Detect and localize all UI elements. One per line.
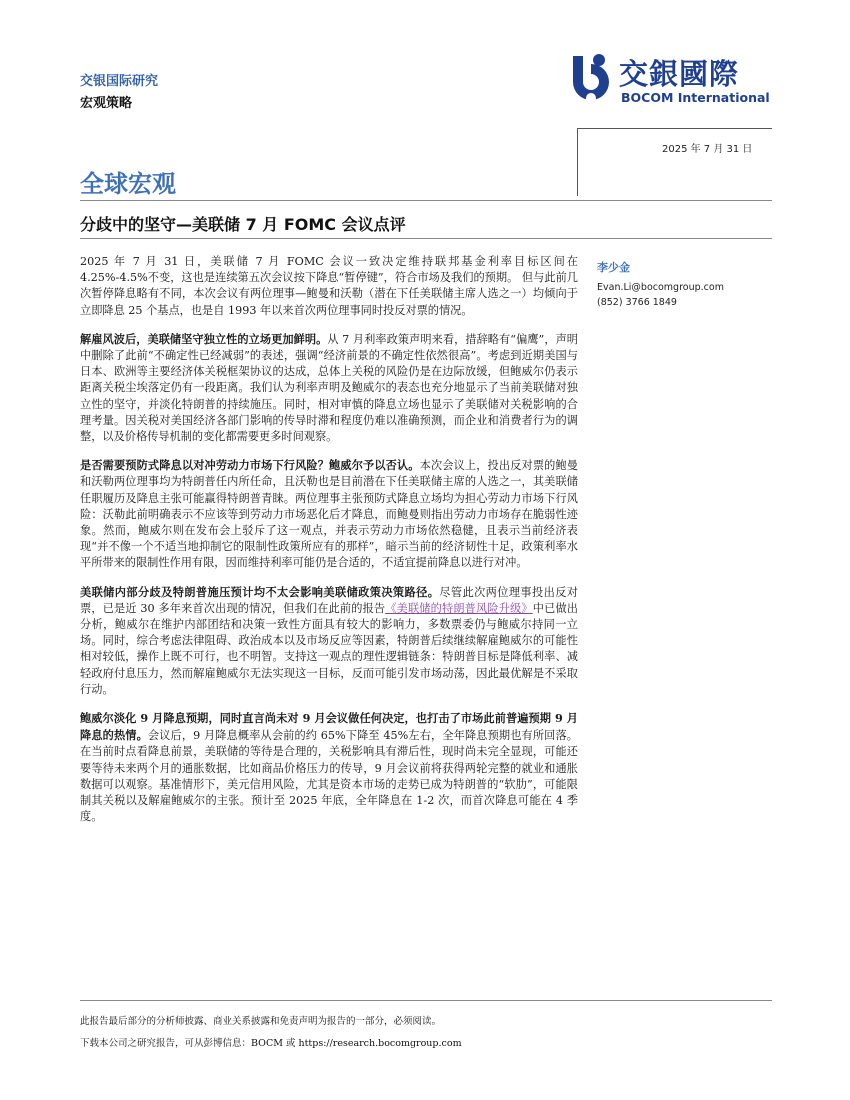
report-category: 全球宏观 bbox=[80, 170, 176, 198]
report-date: 2025 年 7 月 31 日 bbox=[662, 144, 753, 155]
paragraph-september-outlook bbox=[80, 710, 578, 825]
report-link[interactable]: 《美联储的特朗普风险升级》 bbox=[385, 601, 533, 615]
paragraph-lead: 是否需要预防式降息以对冲劳动力市场下行风险？鲍威尔予以否认。 bbox=[80, 458, 420, 473]
analyst-email[interactable]: Evan.Li@bocomgroup.com bbox=[597, 282, 724, 293]
paragraph-lead: 解雇风波后，美联储坚守独立性的立场更加鲜明。 bbox=[80, 331, 328, 346]
footer-download: 下载本公司之研究报告，可从彭博信息：BOCM 或 https://research.bocomgroup.com bbox=[80, 1038, 462, 1049]
paragraph-intro: 2025 年 7 月 31 日，美联储 7 月 FOMC 会议一致决定维持联邦基金利率目标区间在 4.25%-4.5%不变，这也是连续第五次会议按下降息“暂停键”，符合市场及我们的预期。 但与此前几次暂停降息略有不同，本次会议有两位理事—鲍曼和沃勒（潜在下任美联储主席人选之一）均倾向于立即降息 25 个基点，也是自 1993 年以来首次两位理事同时投反对票的情况。 bbox=[80, 255, 578, 317]
logo-chinese-text: 交銀國際 bbox=[619, 57, 740, 91]
bocom-logo-icon bbox=[555, 52, 615, 112]
brand-section: 宏观策略 bbox=[80, 96, 133, 111]
bocom-logo bbox=[555, 52, 770, 110]
paragraph-text: 中已做出分析，鲍威尔在维护内部团结和决策一致性方面具有较大的影响力，多数票委仍与鲍威尔持同一立场。同时，综合考虑法律阻碍、政治成本以及市场反应等因素，特朗普后续继续解雇鲍威尔的可能性相对较低，操作上既不可行，也不明智。支持这一观点的理性逻辑链条：特朗普目标是降低利率、减轻政府付息压力，然而解雇鲍威尔无法实现这一目标，反而可能引发市场动荡，因此最优解是不采取行动。 bbox=[80, 601, 578, 696]
divider-title-bottom bbox=[80, 238, 772, 239]
paragraph-independence bbox=[80, 331, 578, 445]
paragraph-text: 会议后，9 月降息概率从会前的约 65%下降至 45%左右，全年降息预期也有所回落。在当前时点看降息前景，美联储的等待是合理的，关税影响具有滞后性，现时尚未完全显现，可能还要等待未来两个月的通胀数据，比如商品价格压力的传导，9 月会议前将获得两轮完整的就业和通胀数据可以观察。基准情形下，美元信用风险，尤其是资本市场的走势已成为特朗普的“软肋”，可能限制其关税以及解雇鲍威尔的主张。预计至 2025 年底，全年降息在 1-2 次，而首次降息可能在 4 季度。 bbox=[80, 729, 578, 824]
paragraph-text: 从 7 月利率政策声明来看，措辞略有“偏鹰”，声明中删除了此前“不确定性已经减弱”的表述，强调“经济前景的不确定性依然很高”。考虑到近期美国与日本、欧洲等主要经济体关税框架协议的达成，总体上关税的风险仍是在边际放缓，但鲍威尔仍表示距离关税尘埃落定仍有一段距离。我们认为利率声明及鲍威尔的表态也充分地显示了当前美联储对独立性的坚守，并淡化特朗普的持续施压。同时，相对审慎的降息立场也显示了美联储对关税影响的合理考量。因关税对美国经济各部门影响的传导时滞和程度仍难以准确预测，而企业和消费者行为的调整，以及价格传导机制的变化都需要更多时间观察。 bbox=[80, 332, 578, 444]
paragraph-text: 尽管此次两位理事投出反对票，已是近 30 多年来首次出现的情况，但我们在此前的报告 bbox=[80, 585, 578, 615]
paragraph-lead: 美联储内部分歧及特朗普施压预计均不太会影响美联储政策决策路径。 bbox=[80, 584, 440, 599]
report-title: 分歧中的坚守—美联储 7 月 FOMC 会议点评 bbox=[80, 215, 406, 234]
report-body bbox=[80, 254, 578, 838]
analyst-info bbox=[597, 259, 777, 310]
divider-header bbox=[577, 128, 772, 129]
paragraph-text: 本次会议上，投出反对票的鲍曼和沃勒两位理事均为特朗普任内所任命，且沃勒也是目前潜在下任美联储主席的人选之一，其美联储任职履历及降息主张可能赢得特朗普青睐。两位理事主张预防式降息立场均为担心劳动力市场下行风险：沃勒此前明确表示不应该等到劳动力市场恶化后才降息，而鲍曼则指出劳动力市场存在脆弱性迹象。然而，鲍威尔则在发布会上驳斥了这一观点，并表示劳动力市场依然稳健，且表示当前经济表现“并不像一个不适当地抑制它的限制性政策所应有的那样”，暗示当前的经济韧性十足，政策利率水平所带来的限制性作用有限，因而维持利率可能仍是合适的，不适宜提前降息以进行对冲。 bbox=[80, 459, 578, 570]
analyst-phone: (852) 3766 1849 bbox=[597, 297, 677, 308]
paragraph-lead: 鲍威尔淡化 9 月降息预期，同时直言尚未对 9 月会议做任何决定，也打击了市场此前普遍预期 9 月降息的热情。 bbox=[80, 711, 578, 743]
paragraph-internal-divergence bbox=[80, 584, 578, 698]
logo-english-text: BOCOM International bbox=[621, 90, 770, 105]
brand-name: 交银国际研究 bbox=[80, 74, 159, 89]
divider-vertical bbox=[577, 128, 578, 196]
divider-title-top bbox=[80, 200, 772, 201]
analyst-name: 李少金 bbox=[597, 261, 630, 274]
paragraph-preemptive-cut bbox=[80, 457, 578, 571]
footer-disclaimer: 此报告最后部分的分析师披露、商业关系披露和免责声明为报告的一部分，必须阅读。 bbox=[80, 1016, 442, 1027]
divider-footer bbox=[80, 1000, 772, 1001]
